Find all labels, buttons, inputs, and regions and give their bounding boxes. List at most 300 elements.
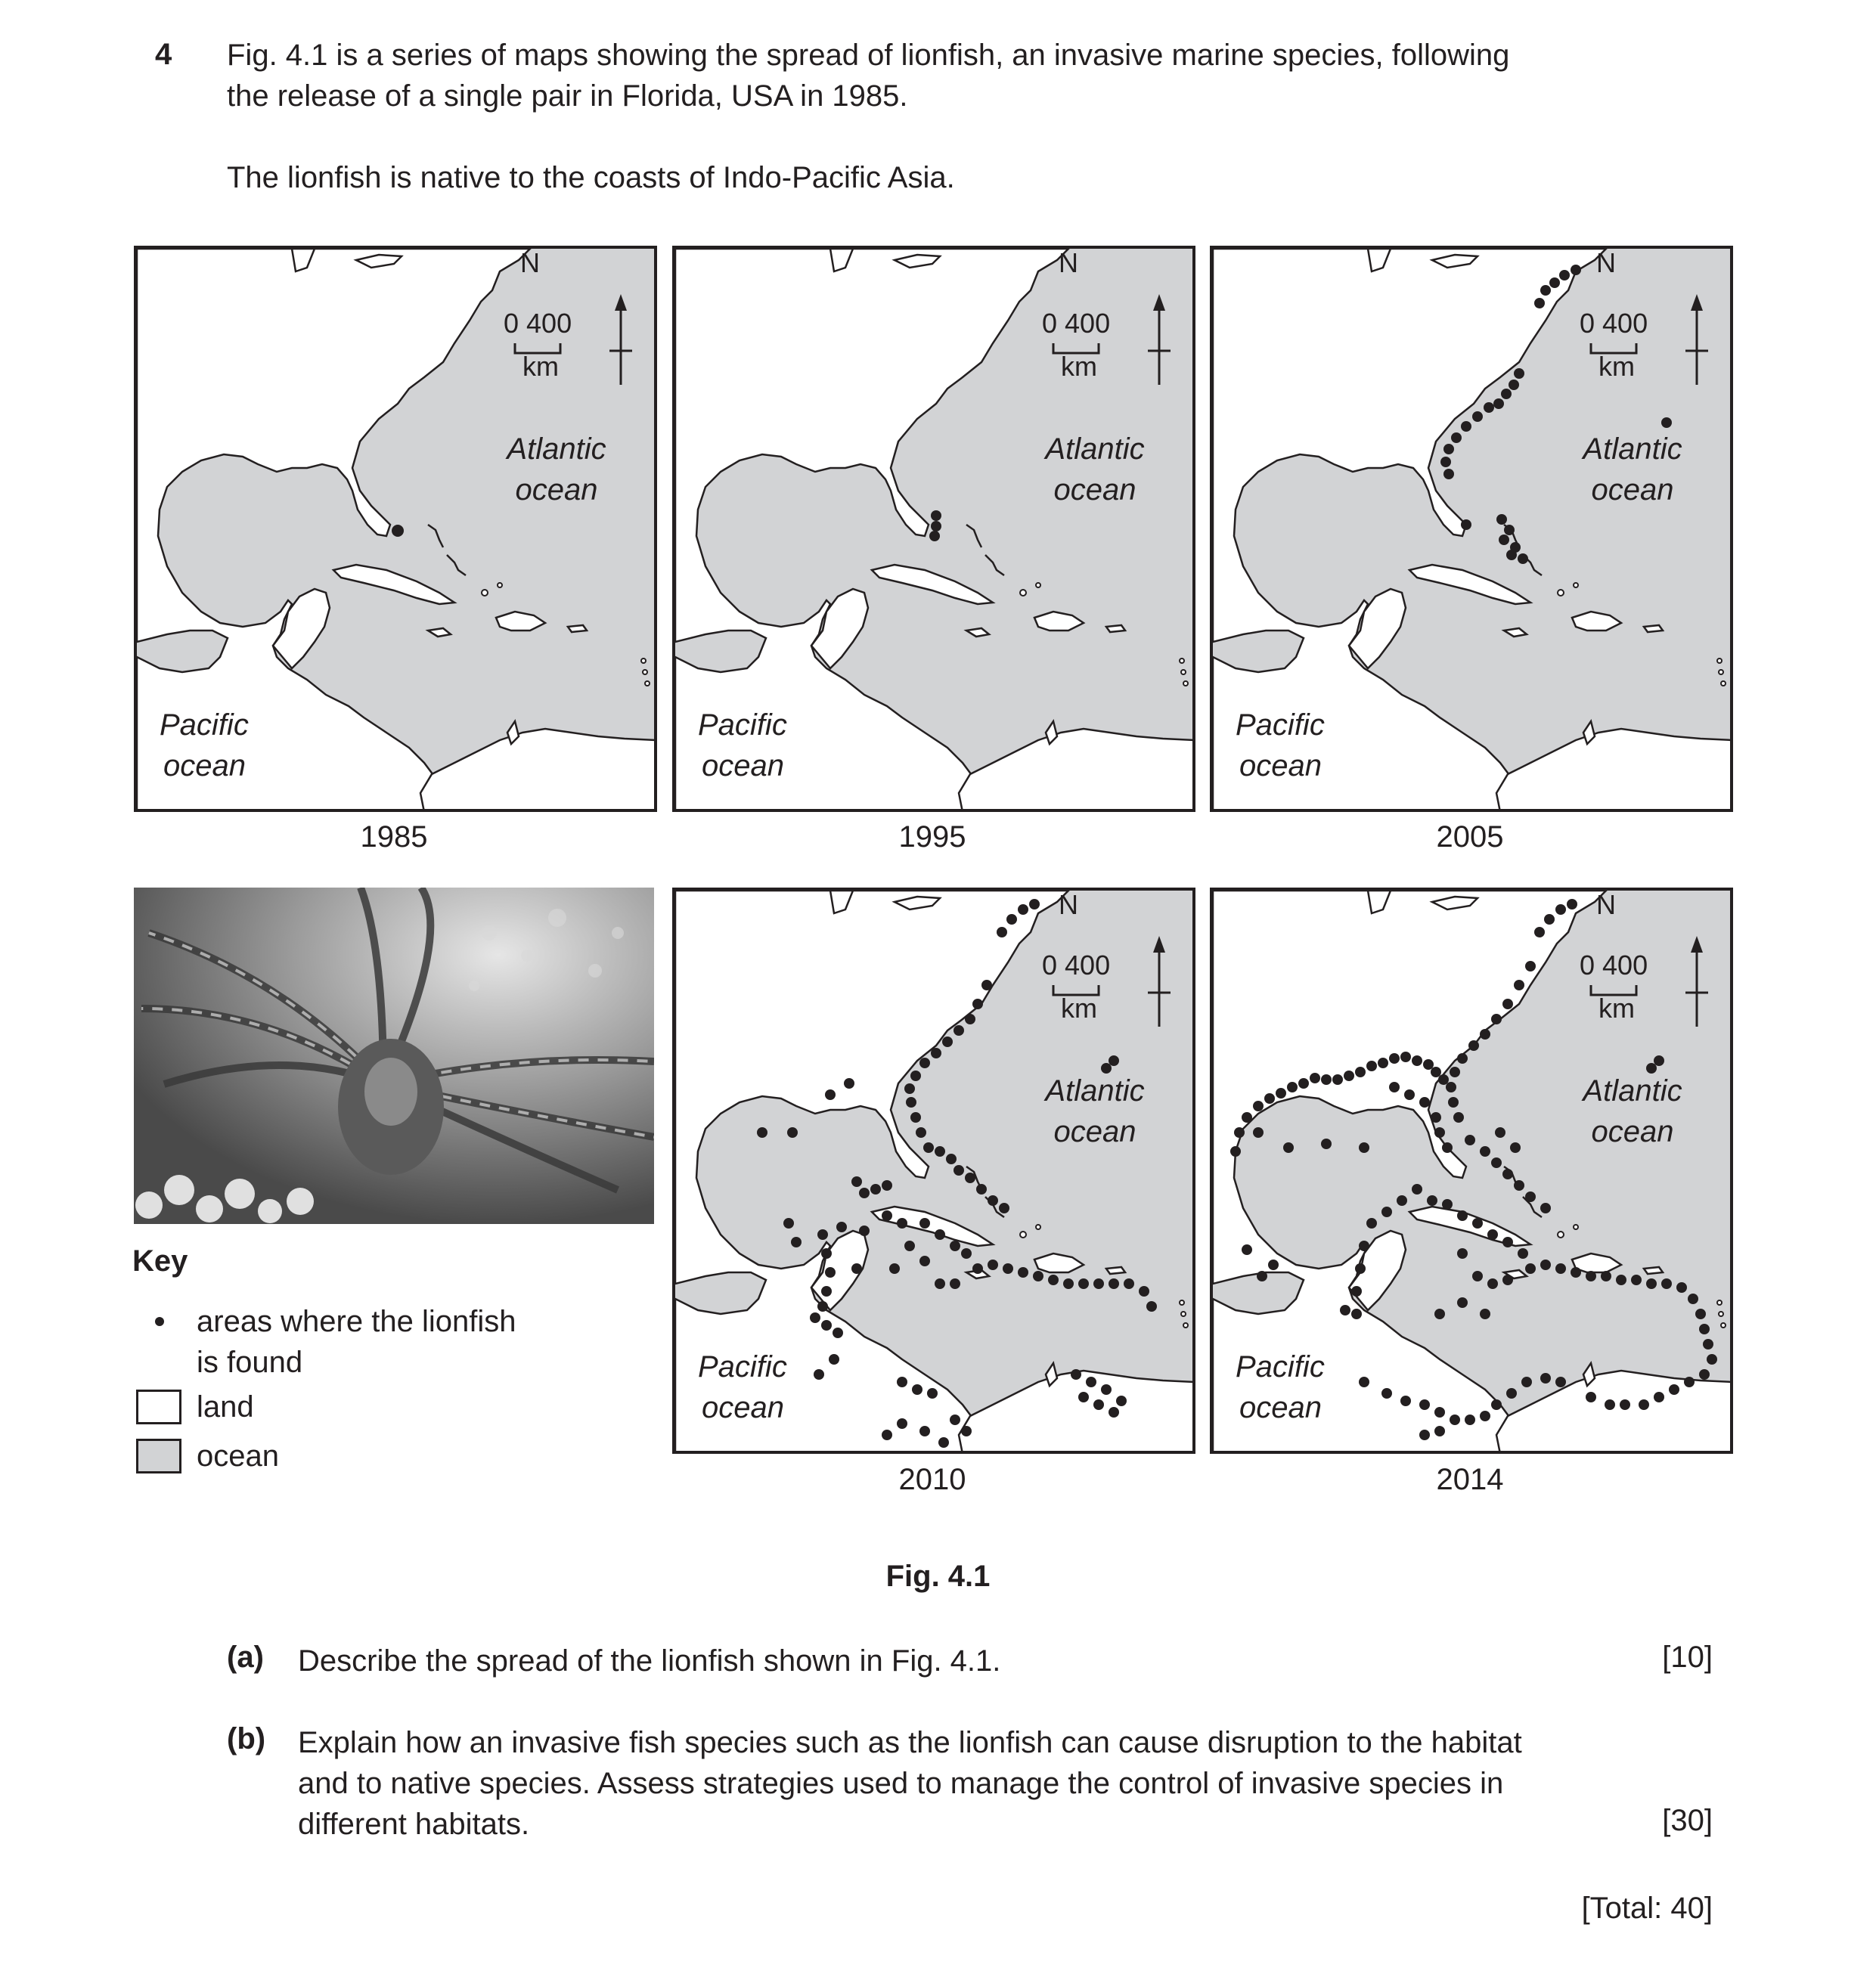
lionfish-dot (1381, 1388, 1392, 1399)
lionfish-dot (961, 1248, 972, 1259)
lionfish-dot (1699, 1324, 1710, 1334)
atlantic-label-1: Atlantic (1583, 1074, 1682, 1108)
lionfish-dot (1359, 1241, 1369, 1251)
lionfish-dot (1534, 927, 1545, 937)
lionfish-dot (1571, 1267, 1581, 1278)
lionfish-dot (1509, 380, 1519, 390)
lionfish-dot (1257, 1271, 1267, 1281)
lionfish-dot (1438, 1074, 1449, 1085)
lionfish-dot (1003, 1263, 1013, 1274)
lionfish-photo (134, 888, 654, 1224)
lionfish-dot (1434, 1309, 1445, 1319)
lionfish-dot (1487, 1229, 1498, 1240)
lionfish-dot (946, 1154, 957, 1164)
lionfish-dot (1419, 1430, 1430, 1440)
lionfish-dot (1620, 1399, 1630, 1410)
map-year-2005: 2005 (1436, 820, 1504, 854)
atlantic-label-2: ocean (1591, 473, 1674, 507)
lionfish-dot (1434, 1426, 1445, 1436)
lionfish-dot (859, 1188, 870, 1198)
native-statement: The lionfish is native to the coasts of Indo-Pacific Asia. (227, 161, 955, 194)
lionfish-dot (1676, 1282, 1687, 1293)
key-dot-label-1: areas where the lionfish (197, 1305, 516, 1338)
lionfish-dot (1502, 1169, 1513, 1179)
lionfish-dot (1242, 1112, 1252, 1123)
map-1985 (134, 246, 657, 812)
lionfish-dot (833, 1328, 843, 1338)
lionfish-dot (1276, 1088, 1286, 1099)
atlantic-label-1: Atlantic (1045, 1074, 1145, 1108)
lionfish-dot (836, 1222, 847, 1232)
lionfish-dot (1457, 1053, 1468, 1064)
lionfish-dot (1472, 1271, 1483, 1281)
lionfish-dot (1423, 1059, 1434, 1070)
lionfish-dot (1468, 1040, 1479, 1051)
lionfish-dot (961, 1426, 972, 1436)
lionfish-dot (1496, 514, 1507, 525)
lionfish-dot (817, 1229, 828, 1240)
lionfish-dot (1033, 1271, 1043, 1281)
map-year-1995: 1995 (898, 820, 966, 854)
lionfish-dot (1540, 285, 1551, 296)
lionfish-dot (897, 1418, 907, 1429)
lionfish-dot (1400, 1052, 1411, 1062)
lionfish-dot (1586, 1271, 1596, 1281)
lionfish-dot (981, 980, 992, 990)
lionfish-dot (1431, 1067, 1441, 1077)
atlantic-label-2: ocean (1591, 1115, 1674, 1148)
pacific-label-1: Pacific (698, 1350, 787, 1384)
north-label: N (1059, 889, 1078, 920)
key-land-swatch (136, 1390, 181, 1424)
pacific-label-2: ocean (702, 1391, 784, 1424)
figure-caption: Fig. 4.1 (885, 1560, 991, 1593)
lionfish-dot (1480, 1029, 1490, 1040)
lionfish-dot (1514, 368, 1524, 379)
key-ocean-swatch (136, 1439, 181, 1473)
map-year-1985: 1985 (360, 820, 428, 854)
lionfish-dot (1461, 421, 1471, 432)
lionfish-dot (1264, 1093, 1275, 1104)
lionfish-dot (1669, 1384, 1679, 1395)
lionfish-dot (927, 1388, 938, 1399)
lionfish-dot (810, 1312, 820, 1323)
atlantic-label-2: ocean (1053, 1115, 1136, 1148)
total-marks: [Total: 40] (1581, 1892, 1713, 1925)
lionfish-dot (1549, 277, 1560, 288)
lionfish-dot (1450, 1067, 1460, 1077)
pacific-label-2: ocean (1239, 1391, 1322, 1424)
scale-numbers: 0 400 (1580, 308, 1648, 339)
key-land-label: land (197, 1390, 254, 1424)
pacific-label-1: Pacific (1236, 708, 1325, 742)
lionfish-dot (923, 1142, 934, 1153)
lionfish-dot (882, 1430, 892, 1440)
lionfish-dot (859, 1226, 870, 1236)
lionfish-dot (821, 1248, 832, 1259)
lionfish-dot (1109, 1055, 1119, 1066)
lionfish-dot (1359, 1142, 1369, 1153)
lionfish-dot (1086, 1377, 1096, 1387)
lionfish-dot (1499, 535, 1509, 545)
lionfish-dot (1646, 1278, 1657, 1289)
lionfish-dot (1480, 1146, 1490, 1157)
lionfish-dot (919, 1426, 930, 1436)
lionfish-dot (1699, 1369, 1710, 1380)
lionfish-dot (1146, 1301, 1157, 1312)
lionfish-dot (1443, 444, 1454, 454)
lionfish-dot (1351, 1309, 1362, 1319)
lionfish-dot (757, 1127, 767, 1138)
lionfish-dot (950, 1241, 960, 1251)
lionfish-dot (1502, 1275, 1513, 1285)
lionfish-dot (1443, 469, 1454, 479)
lionfish-dot (1078, 1392, 1089, 1402)
scale-unit: km (1061, 993, 1097, 1024)
lionfish-dot (1567, 899, 1577, 909)
lionfish-dot (851, 1263, 862, 1274)
atlantic-label-1: Atlantic (507, 432, 606, 466)
lionfish-dot (1298, 1078, 1309, 1089)
lionfish-dot (1501, 389, 1512, 399)
lionfish-dot (1006, 914, 1017, 925)
lionfish-dot (931, 521, 941, 531)
lionfish-dot (1359, 1377, 1369, 1387)
lionfish-dot (1442, 1199, 1453, 1210)
lionfish-dot (889, 1263, 900, 1274)
lionfish-dot (1506, 1388, 1517, 1399)
lionfish-dot (1495, 1127, 1505, 1138)
part-a-marks: [10] (1662, 1641, 1713, 1674)
lionfish-dot (1351, 1286, 1362, 1297)
lionfish-dot (935, 1229, 945, 1240)
lionfish-dot (1631, 1275, 1642, 1285)
lionfish-dot (1419, 1097, 1430, 1108)
lionfish-dot (1321, 1139, 1332, 1149)
lionfish-dot (1540, 1373, 1551, 1384)
lionfish-dot (976, 1184, 987, 1195)
lionfish-dot (1480, 1309, 1490, 1319)
lionfish-dot (1116, 1396, 1127, 1406)
lionfish-dot (999, 1203, 1009, 1213)
scale-numbers: 0 400 (1580, 950, 1648, 981)
lionfish-dot (1366, 1061, 1377, 1071)
lionfish-dot (821, 1286, 832, 1297)
scale-unit: km (1598, 993, 1635, 1024)
lionfish-dot (1366, 1218, 1377, 1229)
lionfish-dot (1268, 1260, 1279, 1270)
lionfish-dot (1448, 1097, 1459, 1108)
pacific-label-1: Pacific (160, 708, 249, 742)
lionfish-dot (1344, 1071, 1354, 1081)
lionfish-dot (1487, 1278, 1498, 1289)
lionfish-dot (1434, 1127, 1445, 1138)
lionfish-dot (988, 1260, 998, 1270)
lionfish-dot (1124, 1278, 1134, 1289)
lionfish-dot (965, 1014, 975, 1024)
lionfish-dot (916, 1127, 926, 1138)
lionfish-dot (1654, 1392, 1664, 1402)
lionfish-dot (882, 1210, 892, 1221)
lionfish-dot (1397, 1195, 1407, 1206)
lionfish-dot (1525, 961, 1536, 971)
lionfish-dot (1451, 432, 1462, 443)
lionfish-dot (1139, 1286, 1149, 1297)
lionfish-dot (1093, 1278, 1104, 1289)
lionfish-dot (1472, 411, 1483, 422)
lionfish-dot (1101, 1384, 1112, 1395)
lionfish-dot (1502, 999, 1513, 1009)
lionfish-dot (935, 1146, 945, 1157)
lionfish-dot (1555, 1263, 1566, 1274)
lionfish-dot (1242, 1244, 1252, 1255)
lionfish-dot (1230, 1146, 1241, 1157)
lionfish-dot (1461, 519, 1471, 530)
scale-unit: km (522, 351, 559, 382)
lionfish-dot (1287, 1082, 1298, 1092)
lionfish-dot (897, 1218, 907, 1229)
lionfish-dot (931, 510, 941, 521)
lionfish-dot (938, 1437, 949, 1448)
lionfish-dot (1571, 265, 1581, 275)
part-a-text: Describe the spread of the lionfish shown in Fig. 4.1. (298, 1644, 1001, 1678)
atlantic-label-1: Atlantic (1583, 432, 1682, 466)
lionfish-dot (1332, 1074, 1343, 1085)
lionfish-dot (1555, 1377, 1566, 1387)
lionfish-dot (783, 1218, 794, 1229)
lionfish-dot (906, 1097, 916, 1108)
lionfish-dot (1340, 1305, 1350, 1315)
lionfish-dot (1525, 1191, 1536, 1202)
atlantic-label-2: ocean (515, 473, 598, 507)
lionfish-dot (910, 1071, 921, 1081)
lionfish-dot (1093, 1399, 1104, 1410)
lionfish-dot (1540, 1260, 1551, 1270)
lionfish-dot (919, 1058, 930, 1068)
lionfish-dot (1491, 1157, 1502, 1168)
key-dot-label-2: is found (197, 1346, 303, 1379)
lionfish-dot (392, 525, 404, 537)
key-dot-icon (155, 1317, 164, 1326)
atlantic-label-2: ocean (1053, 473, 1136, 507)
lionfish-dot (1601, 1271, 1611, 1281)
lionfish-dot (1480, 1411, 1490, 1421)
lionfish-dot (821, 1320, 832, 1331)
lionfish-dot (1707, 1354, 1717, 1365)
lionfish-dot (904, 1083, 915, 1094)
lionfish-dot (825, 1089, 836, 1100)
lionfish-dot (1029, 899, 1040, 909)
lionfish-dot (1310, 1073, 1320, 1083)
lionfish-dot (1440, 457, 1451, 467)
intro-line-1: Fig. 4.1 is a series of maps showing the spread of lionfish, an invasive marine species, following (227, 39, 1510, 72)
lionfish-dot (1412, 1184, 1422, 1195)
map-1995 (672, 246, 1195, 812)
lionfish-dot (1504, 525, 1515, 535)
lionfish-dot (1695, 1309, 1706, 1319)
atlantic-label-1: Atlantic (1045, 432, 1145, 466)
lionfish-dot (1434, 1407, 1445, 1418)
map-2005 (1210, 246, 1733, 812)
lionfish-dot (919, 1256, 930, 1266)
lionfish-dot (1355, 1067, 1366, 1077)
lionfish-dot (950, 1415, 960, 1425)
lionfish-dot (787, 1127, 798, 1138)
north-label: N (1596, 247, 1616, 278)
lionfish-dot (1646, 1063, 1657, 1074)
lionfish-dot (1534, 298, 1545, 308)
map-year-2014: 2014 (1436, 1463, 1504, 1496)
lionfish-dot (1048, 1275, 1059, 1285)
lionfish-dot (1442, 1142, 1453, 1153)
lionfish-dot (1703, 1339, 1713, 1350)
lionfish-dots-1995 (929, 510, 941, 541)
lionfish-dot (1518, 553, 1528, 564)
north-label: N (520, 247, 540, 278)
lionfish-dot (1465, 1135, 1475, 1145)
lionfish-dot (1355, 1263, 1366, 1274)
lionfish-dot (1521, 1377, 1532, 1387)
lionfish-dot (1412, 1055, 1422, 1066)
lionfish-dot (1431, 1112, 1441, 1123)
lionfish-dot (1078, 1278, 1089, 1289)
lionfish-dot (1506, 550, 1517, 560)
lionfish-dot (931, 1048, 941, 1058)
north-label: N (1059, 247, 1078, 278)
lionfish-dot (1616, 1275, 1626, 1285)
lionfish-dot (935, 1278, 945, 1289)
lionfish-dot (829, 1354, 839, 1365)
lionfish-dot (1253, 1101, 1264, 1111)
lionfish-dot (972, 1263, 983, 1274)
lionfish-dot (1540, 1203, 1551, 1213)
key-title: Key (132, 1244, 188, 1278)
lionfish-dot (912, 1384, 922, 1395)
lionfish-dot (1518, 1248, 1528, 1259)
lionfish-dot (1234, 1127, 1245, 1138)
lionfish-dot (1688, 1294, 1698, 1304)
lionfish-dot (1381, 1207, 1392, 1217)
scale-unit: km (1598, 351, 1635, 382)
lionfish-dot (1253, 1127, 1264, 1138)
lionfish-dot (1450, 1415, 1460, 1425)
lionfish-dot (1400, 1396, 1411, 1406)
pacific-label-1: Pacific (698, 708, 787, 742)
lionfish-dot (1063, 1278, 1074, 1289)
part-b-line-3: different habitats. (298, 1808, 530, 1841)
part-b-label: (b) (227, 1722, 266, 1755)
lionfish-dot (1419, 1399, 1430, 1410)
part-b-line-1: Explain how an invasive fish species such as the lionfish can cause disruption to the habitat (298, 1726, 1522, 1759)
lionfish-dot (950, 1278, 960, 1289)
lionfish-dots-1985 (392, 525, 404, 537)
lionfish-dot (817, 1301, 828, 1312)
pacific-label-2: ocean (1239, 749, 1322, 782)
scale-numbers: 0 400 (1042, 950, 1111, 981)
lionfish-dot (1071, 1369, 1081, 1380)
scale-numbers: 0 400 (1042, 308, 1111, 339)
lionfish-dot (791, 1237, 802, 1247)
lionfish-dot (1684, 1377, 1695, 1387)
lionfish-dot (1661, 417, 1672, 428)
lionfish-dot (1510, 1142, 1521, 1153)
lionfish-dot (1493, 398, 1504, 409)
lionfish-dot (929, 531, 940, 541)
lionfish-dot (1101, 1063, 1112, 1074)
lionfish-dot (1514, 980, 1524, 990)
lionfish-dot (814, 1369, 824, 1380)
lionfish-dot (870, 1184, 881, 1195)
lionfish-dot (1109, 1407, 1119, 1418)
lionfish-dot (1457, 1248, 1468, 1259)
part-b-marks: [30] (1662, 1804, 1713, 1837)
lionfish-dot (965, 1173, 975, 1183)
lionfish-dot (1491, 1014, 1502, 1024)
lionfish-dot (1465, 1415, 1475, 1425)
lionfish-dot (1525, 1263, 1536, 1274)
lionfish-dot (1378, 1058, 1388, 1068)
lionfish-photo-svg (134, 888, 654, 1224)
lionfish-dot (825, 1267, 836, 1278)
lionfish-dot (1502, 1237, 1513, 1247)
pacific-label-2: ocean (702, 749, 784, 782)
lionfish-dot (972, 999, 983, 1009)
lionfish-dot (1018, 1267, 1028, 1278)
lionfish-dot (942, 1037, 953, 1047)
lionfish-dot (851, 1176, 862, 1187)
lionfish-dot (1654, 1055, 1664, 1066)
map-2010 (672, 888, 1195, 1454)
pacific-label-2: ocean (163, 749, 246, 782)
lionfish-dot (1283, 1142, 1294, 1153)
scale-unit: km (1061, 351, 1097, 382)
part-a-label: (a) (227, 1641, 264, 1674)
lionfish-dot (1389, 1053, 1400, 1064)
lionfish-dot (1321, 1074, 1332, 1085)
scale-numbers: 0 400 (504, 308, 572, 339)
lionfish-dot (919, 1218, 930, 1229)
pacific-label-1: Pacific (1236, 1350, 1325, 1384)
lionfish-dot (1446, 1082, 1456, 1092)
lionfish-dot (1544, 914, 1555, 925)
lionfish-dot (988, 1195, 998, 1206)
map-year-2010: 2010 (898, 1463, 966, 1496)
lionfish-dot (997, 927, 1007, 937)
lionfish-dot (882, 1180, 892, 1191)
lionfish-dot (1453, 1112, 1464, 1123)
lionfish-dot (1555, 904, 1566, 915)
lionfish-dot (1389, 1082, 1400, 1092)
lionfish-dot (1586, 1392, 1596, 1402)
lionfish-dot (1639, 1399, 1649, 1410)
intro-line-2: the release of a single pair in Florida, USA in 1985. (227, 79, 908, 113)
lionfish-dot (954, 1025, 964, 1036)
lionfish-dot (1559, 270, 1570, 280)
map-2014 (1210, 888, 1733, 1454)
lionfish-dot (1404, 1089, 1415, 1100)
lionfish-dot (1605, 1399, 1615, 1410)
lionfish-dot (1514, 1180, 1524, 1191)
lionfish-dot (954, 1165, 964, 1176)
key-ocean-label: ocean (197, 1439, 279, 1473)
lionfish-dot (897, 1377, 907, 1387)
lionfish-dot (910, 1112, 921, 1123)
question-number: 4 (155, 38, 172, 71)
lionfish-dot (1661, 1278, 1672, 1289)
lionfish-dot (1491, 1399, 1502, 1410)
lionfish-dot (904, 1241, 915, 1251)
lionfish-dot (1457, 1210, 1468, 1221)
